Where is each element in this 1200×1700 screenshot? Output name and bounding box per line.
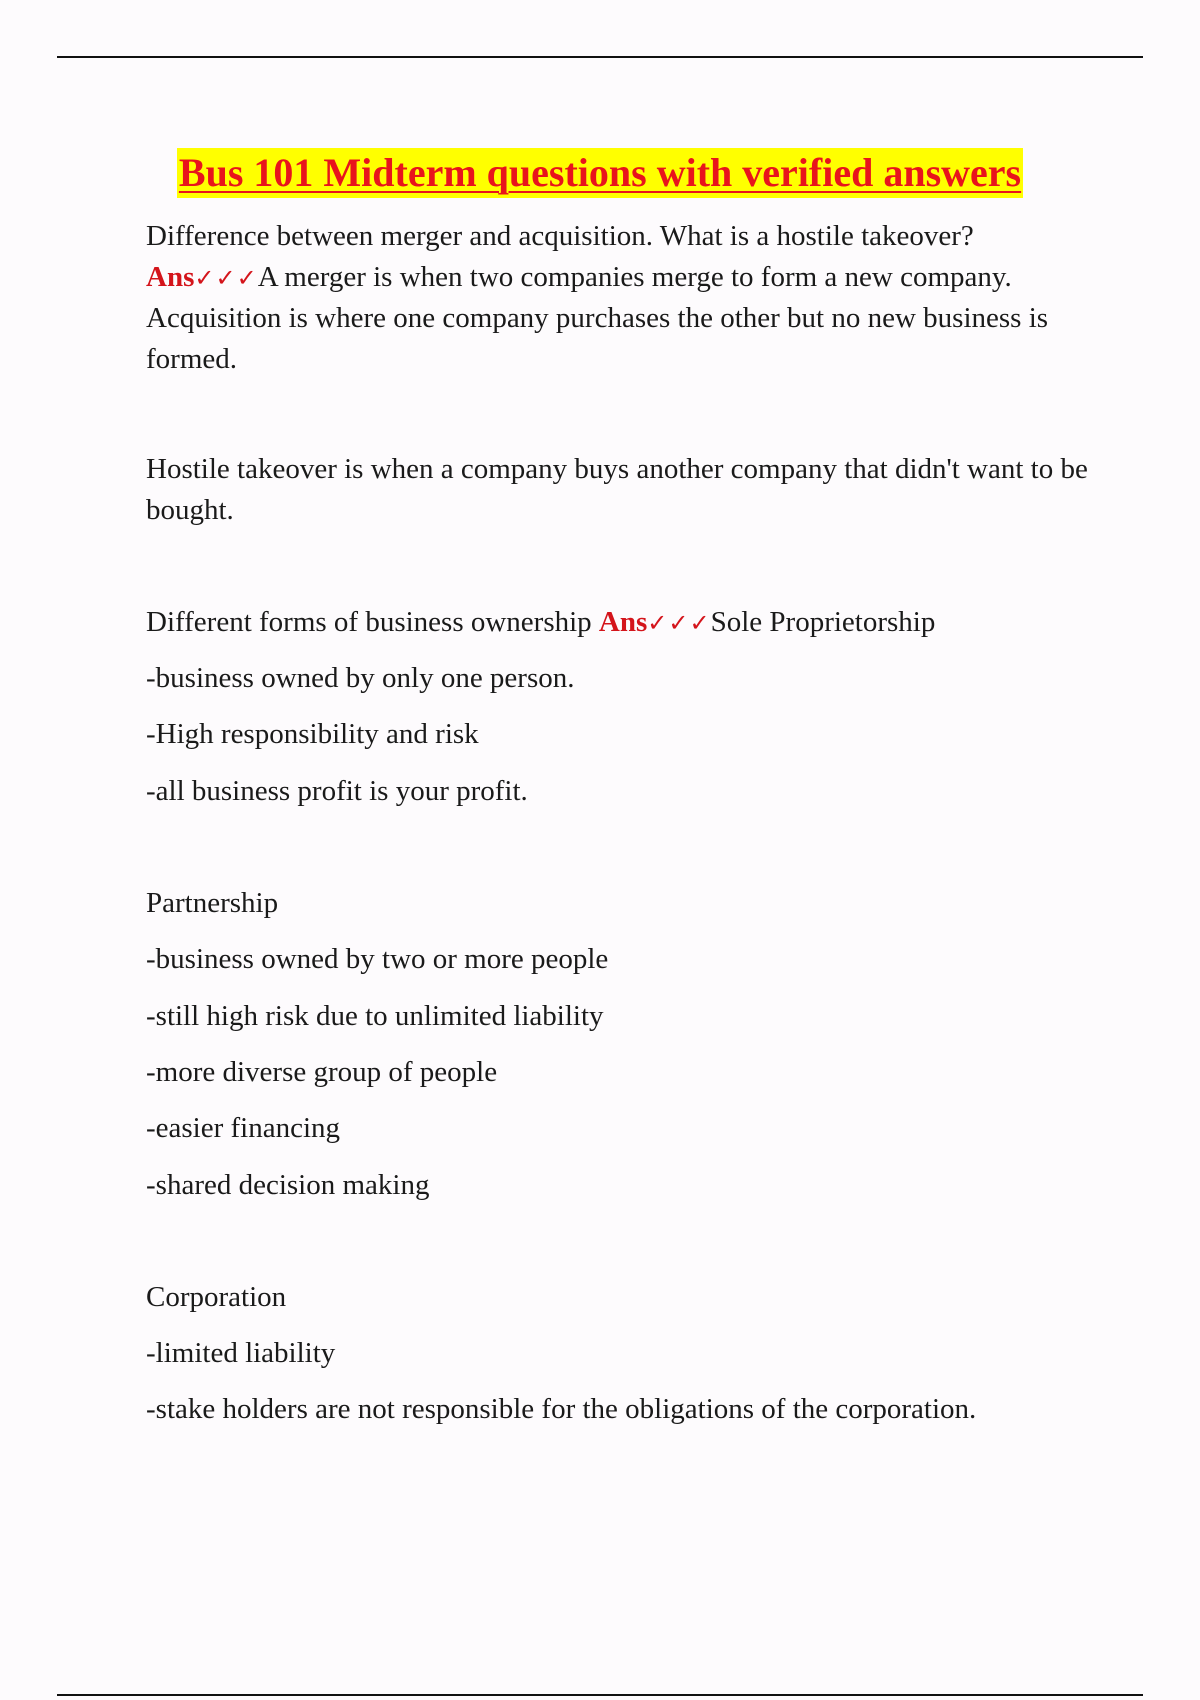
q1-question: Difference between merger and acquisition. What is a hostile takeover? [146,220,974,252]
list-item: -easier financing [146,1112,341,1144]
list-item: -stake holders are not responsible for the obligations of the corporation. [146,1393,977,1425]
list-item: -still high risk due to unlimited liability [146,1000,604,1032]
q1-block [146,216,1096,379]
list-item: -limited liability [146,1337,336,1369]
list-item: -business owned by two or more people [146,943,609,975]
answer-label: Ans [146,260,195,293]
q2-block [146,604,935,641]
answer-label: Ans [598,606,648,638]
list-item: -shared decision making [146,1169,430,1201]
corporation-heading: Corporation [146,1281,287,1313]
checkmark-icon: ✓✓✓ [194,263,258,292]
q1-answer: A merger is when two companies merge to form a new company. Acquisition is where one company purchases the other but no new business is formed. [146,260,1049,375]
list-item: -all business profit is your profit. [146,775,528,807]
partnership-heading: Partnership [146,887,279,919]
q2-answer: Sole Proprietorship [710,606,936,638]
top-rule [57,56,1143,58]
title-container [0,148,1200,198]
page-title: Bus 101 Midterm questions with verified answers [177,148,1023,198]
q2-question: Different forms of business ownership [146,606,592,638]
list-item: -High responsibility and risk [146,718,479,750]
q1-followup: Hostile takeover is when a company buys another company that didn't want to be bought. [146,453,1088,526]
checkmark-icon: ✓✓✓ [647,609,711,637]
bottom-rule [57,1694,1143,1696]
list-item: -business owned by only one person. [146,662,575,694]
list-item: -more diverse group of people [146,1056,498,1088]
